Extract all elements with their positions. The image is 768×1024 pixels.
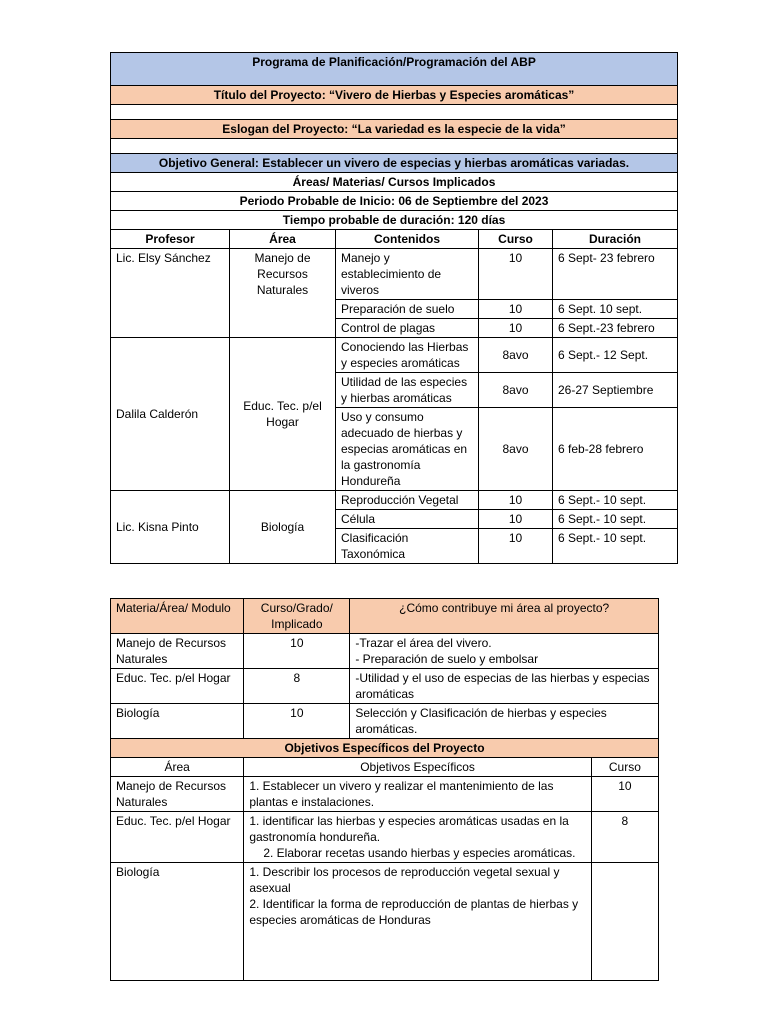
- contribucion-line: Selección y Clasificación de hierbas y especies aromáticas.: [355, 706, 607, 736]
- header-objetivos: Objetivos Específicos: [244, 758, 591, 777]
- curso-cell: 10: [244, 634, 350, 669]
- contenido-cell: Uso y consumo adecuado de hierbas y especias aromáticas en la gastronomía Hondureña: [336, 408, 479, 491]
- materia-cell: Educ. Tec. p/el Hogar: [111, 669, 244, 704]
- curso-cell: [591, 863, 658, 981]
- table-row: [111, 249, 678, 300]
- profesor-cell: Lic. Kisna Pinto: [111, 491, 230, 564]
- contenido-cell: Manejo y establecimiento de viveros: [336, 249, 479, 300]
- curso-cell: 10: [479, 249, 553, 300]
- curso-cell: 10: [591, 777, 658, 812]
- area-cell: Biología: [230, 491, 336, 564]
- curso-cell: 8avo: [479, 338, 553, 373]
- area-cell: Manejo de Recursos Naturales: [230, 249, 336, 338]
- curso-cell: 10: [479, 300, 553, 319]
- profesor-cell: Lic. Elsy Sánchez: [111, 249, 230, 338]
- specific-objectives-title: Objetivos Específicos del Proyecto: [111, 739, 659, 758]
- table-row: [111, 863, 659, 981]
- curso-cell: 8: [244, 669, 350, 704]
- header-contribucion: ¿Cómo contribuye mi área al proyecto?: [350, 599, 659, 634]
- planning-table: [110, 52, 678, 564]
- contribucion-line: - Preparación de suelo y embolsar: [355, 652, 539, 666]
- objetivo-line: 2. Identificar la forma de reproducción de plantas de hierbas y especies aromáticas de Honduras: [249, 897, 579, 927]
- contenido-cell: Preparación de suelo: [336, 300, 479, 319]
- contribution-table: [110, 598, 659, 981]
- area-cell: Biología: [111, 863, 244, 981]
- contenido-cell: Utilidad de las especies y hierbas aromáticas: [336, 373, 479, 408]
- objetivo-line: 1. identificar las hierbas y especies aromáticas usadas en la gastronomía hondureña.: [249, 814, 569, 844]
- table-row: [111, 812, 659, 863]
- duracion-cell: 6 Sept.- 10 sept.: [553, 529, 678, 564]
- table-row: [111, 669, 659, 704]
- header-area: Área: [230, 230, 336, 249]
- objetivo-line: 1. Describir los procesos de reproducción vegetal sexual y asexual: [249, 865, 560, 895]
- duracion-cell: 6 Sept- 23 febrero: [553, 249, 678, 300]
- contribucion-cell: [350, 634, 659, 669]
- contribucion-line: -Utilidad y el uso de especias de las hierbas y especias aromáticas: [355, 671, 650, 701]
- program-title: Programa de Planificación/Programación del ABP: [111, 53, 678, 86]
- contribucion-cell: [350, 704, 659, 739]
- contribucion-line: -Trazar el área del vivero.: [355, 636, 492, 650]
- objetivos-cell: [244, 812, 591, 863]
- areas-heading: Áreas/ Materias/ Cursos Implicados: [111, 173, 678, 192]
- objetivo-line: 2. Elaborar recetas usando hierbas y especies aromáticas.: [263, 846, 576, 860]
- duracion-cell: 6 Sept.- 10 sept.: [553, 510, 678, 529]
- header-curso: Curso: [479, 230, 553, 249]
- objetivos-cell: [244, 777, 591, 812]
- duracion-cell: 6 Sept.-23 febrero: [553, 319, 678, 338]
- duracion-cell: 6 Sept.- 10 sept.: [553, 491, 678, 510]
- table-row: [111, 777, 659, 812]
- general-objective: Objetivo General: Establecer un vivero de especias y hierbas aromáticas variadas.: [111, 154, 678, 173]
- project-slogan: Eslogan del Proyecto: “La variedad es la especie de la vida”: [111, 120, 678, 139]
- area-cell: Manejo de Recursos Naturales: [111, 777, 244, 812]
- profesor-cell: Dalila Calderón: [111, 338, 230, 491]
- curso-cell: 10: [479, 529, 553, 564]
- duration-time: Tiempo probable de duración: 120 días: [111, 211, 678, 230]
- header-duracion: Duración: [553, 230, 678, 249]
- contenido-cell: Célula: [336, 510, 479, 529]
- table-row: [111, 491, 678, 510]
- objetivo-line: 1. Establecer un vivero y realizar el mantenimiento de las plantas e instalaciones.: [249, 779, 554, 809]
- duracion-cell: 6 feb-28 febrero: [553, 408, 678, 491]
- start-period: Periodo Probable de Inicio: 06 de Septiembre del 2023: [111, 192, 678, 211]
- area-cell: Educ. Tec. p/el Hogar: [111, 812, 244, 863]
- contenido-cell: Control de plagas: [336, 319, 479, 338]
- objetivos-cell: [244, 863, 591, 981]
- table-row: [111, 704, 659, 739]
- contenido-cell: Conociendo las Hierbas y especies aromáticas: [336, 338, 479, 373]
- curso-cell: 8: [591, 812, 658, 863]
- curso-cell: 10: [479, 319, 553, 338]
- curso-cell: 10: [479, 510, 553, 529]
- duracion-cell: 6 Sept. 10 sept.: [553, 300, 678, 319]
- materia-cell: Manejo de Recursos Naturales: [111, 634, 244, 669]
- table-row: [111, 634, 659, 669]
- header-area: Área: [111, 758, 244, 777]
- curso-cell: 10: [244, 704, 350, 739]
- duracion-cell: 26-27 Septiembre: [553, 373, 678, 408]
- curso-cell: 8avo: [479, 408, 553, 491]
- header-contenidos: Contenidos: [336, 230, 479, 249]
- header-curso: Curso: [591, 758, 658, 777]
- duracion-cell: 6 Sept.- 12 Sept.: [553, 338, 678, 373]
- curso-cell: 10: [479, 491, 553, 510]
- materia-cell: Biología: [111, 704, 244, 739]
- header-curso-grado: Curso/Grado/ Implicado: [244, 599, 350, 634]
- header-profesor: Profesor: [111, 230, 230, 249]
- curso-cell: 8avo: [479, 373, 553, 408]
- contenido-cell: Reproducción Vegetal: [336, 491, 479, 510]
- table-row: [111, 338, 678, 373]
- contenido-cell: Clasificación Taxonómica: [336, 529, 479, 564]
- project-title: Título del Proyecto: “Vivero de Hierbas y Especies aromáticas”: [111, 86, 678, 105]
- contribucion-cell: [350, 669, 659, 704]
- area-cell: Educ. Tec. p/el Hogar: [230, 338, 336, 491]
- header-materia: Materia/Área/ Modulo: [111, 599, 244, 634]
